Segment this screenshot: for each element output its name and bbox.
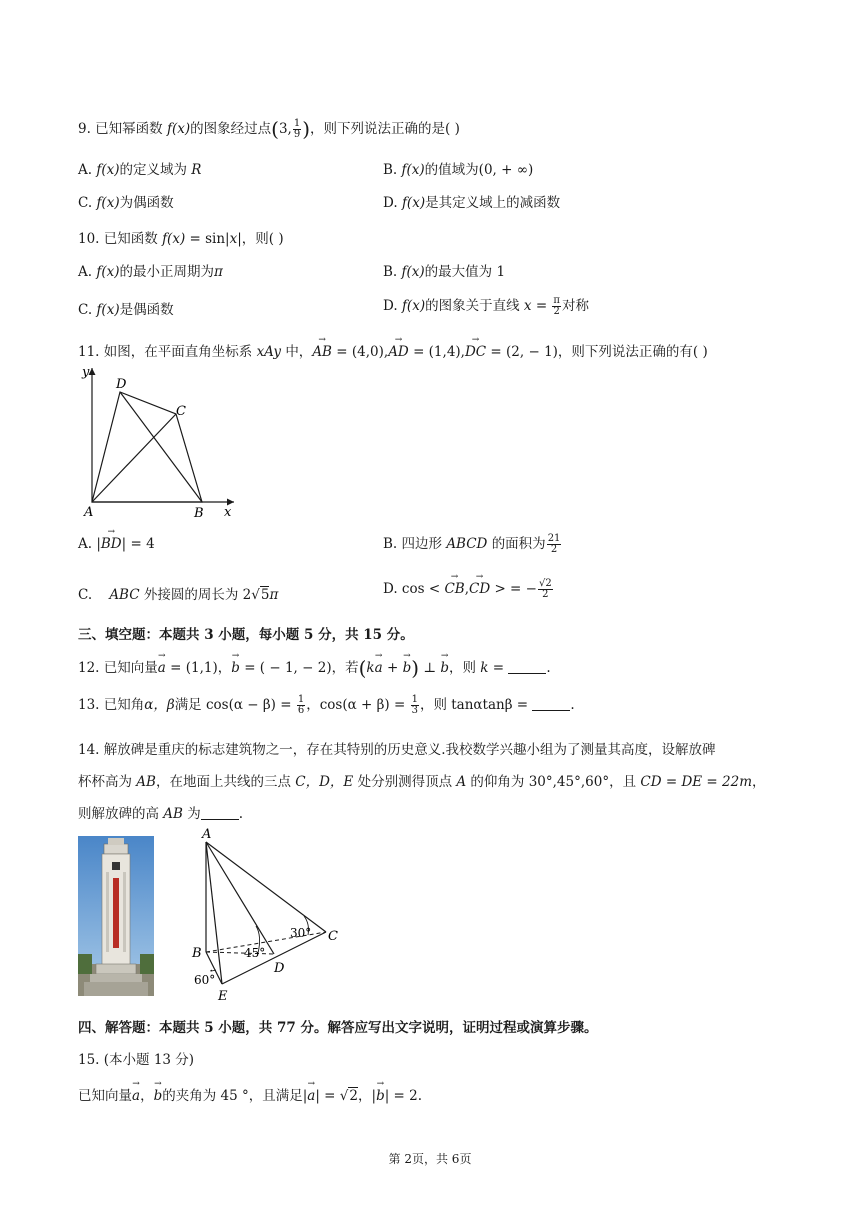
q10-stem: 10. 已知函数 f(x) = sin|x|，则( ) [78,231,284,247]
q14-line-1: 14. 解放碑是重庆的标志建筑物之一，存在其特别的历史意义.我校数学兴趣小组为了测量其高度，设解放碑 [78,742,716,758]
line-ac [206,842,326,932]
angle-60-label: 60° [194,973,216,987]
label-x: x [224,505,232,520]
q9-stem: 9. 已知幂函数 f(x)的图象经过点(3, $\frac{1}{9}$ )，则下列说法正确的是( ) [78,117,460,141]
q10-option-d: D. f(x)的图象关于直线 x = $\frac{\pi}{2}$ 对称 [383,295,589,317]
q12-answer-blank [508,661,546,674]
label-e: E [218,989,228,1004]
q9-option-a: A. f(x)的定义域为 R [78,162,202,178]
section-4-heading: 四、解答题：本题共 5 小题，共 77 分。解答应写出文字说明，证明过程或演算步骤。 [78,1020,598,1036]
q9-option-c: C. f(x)为偶函数 [78,195,174,211]
q14-line-2: 杯杯高为 AB，在地面上共线的三点 C，D，E 处分别测得顶点 A 的仰角为 30°,45°,60°，且 CD = DE = 22m， [78,774,766,790]
label-b: B [194,506,204,521]
q13-stem: 13. 已知角α，β满足 cos(α − β) = $\frac{1}{6}$ ，cos(α + β) = $\frac{1}{3}$ ，则 tanαtanβ = . [78,694,575,716]
angle-45-label: 45° [244,946,266,960]
label-b: B [192,946,202,961]
elevation-angle-figure [186,826,356,1006]
label-c: C [328,929,338,944]
label-d: D [116,377,127,392]
q11-option-d: D. cos < → CB,→ CD > = − $\frac{√2}{2}$ [383,579,554,600]
q10-option-a: A. f(x)的最小正周期为π [78,264,223,280]
label-a: A [202,827,212,842]
q10-option-b: B. f(x)的最大值为 1 [383,264,506,280]
q10-option-c: C. f(x)是偶函数 [78,302,174,318]
monument-photo [78,836,154,996]
q14-line-3: 则解放碑的高 AB 为 . [78,806,244,822]
section-3-heading: 三、填空题：本题共 3 小题，每小题 5 分，共 15 分。 [78,627,414,643]
q11-option-c: C. ABC 外接圆的周长为 2√5π [78,587,279,603]
label-y: y [82,365,90,380]
q15-title: 15. (本小题 13 分) [78,1052,195,1068]
label-d: D [274,961,285,976]
angle-30-label: 30° [290,926,312,940]
label-c: C [176,404,186,419]
q9-option-d: D. f(x)是其定义域上的减函数 [383,195,561,211]
label-a: A [84,505,94,520]
q13-answer-blank [532,698,570,711]
page-footer: 第 2页，共 6页 [388,1152,472,1166]
q9-option-b: B. f(x)的值域为(0, + ∞) [383,162,534,178]
q15-stem: 已知向量→ a，→ b的夹角为 45 °，且满足|→ a| = √2，|→ b| = 2. [78,1084,422,1104]
q11-option-b: B. 四边形 ABCD 的面积为 $\frac{21}{2}$ [383,533,561,555]
q11-stem: 11. 如图，在平面直角坐标系 xAy 中，→ AB = (4,0),→ AD = (1,4),→ DC = (2, − 1)，则下列说法正确的有( ) [78,340,708,360]
quadrilateral-figure [78,362,248,522]
q14-answer-blank [201,807,239,820]
q11-option-a: A. |→ BD| = 4 [78,536,155,552]
diagonal-ac [92,414,176,502]
q12-stem: 12. 已知向量→ a = (1,1)，→ b = ( − 1, − 2)，若(k→ a + → b) ⊥ → b，则 k = . [78,656,551,680]
